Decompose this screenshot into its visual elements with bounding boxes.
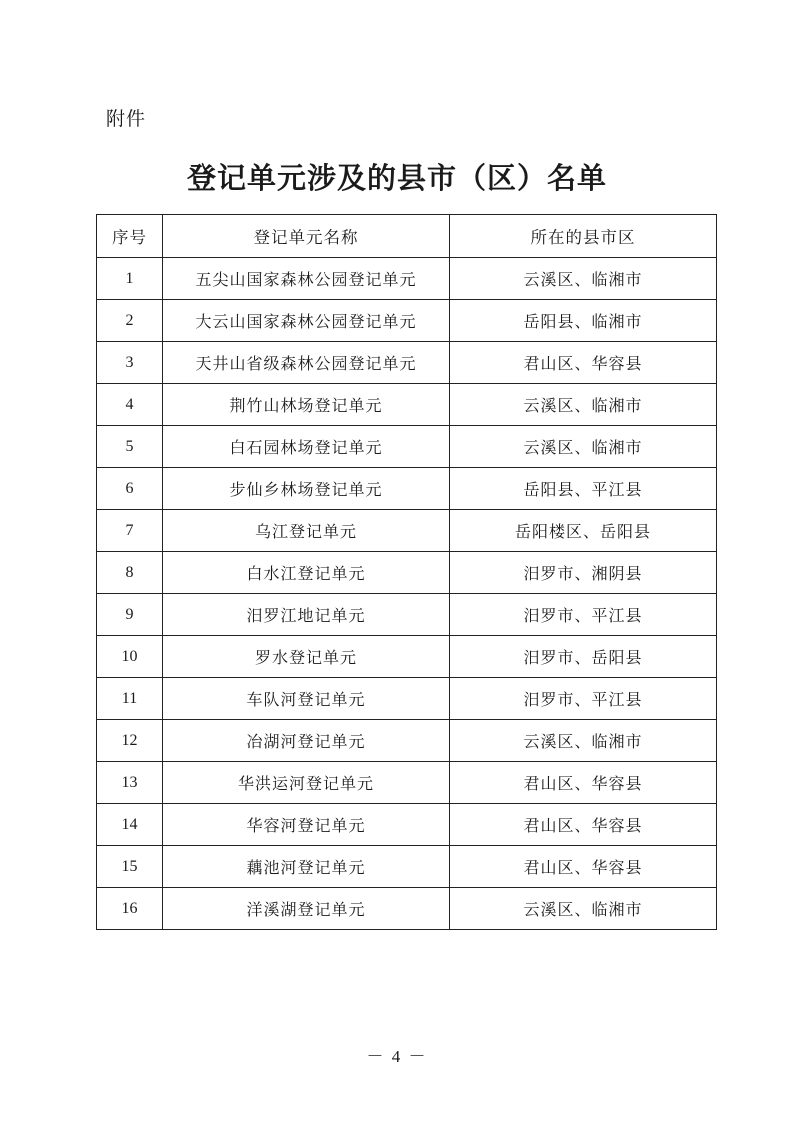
cell-unit-name: 华洪运河登记单元 (163, 762, 450, 804)
table-row (97, 720, 717, 762)
table-row (97, 594, 717, 636)
table-row (97, 258, 717, 300)
cell-serial-number: 9 (97, 594, 163, 636)
cell-unit-name: 白石园林场登记单元 (163, 426, 450, 468)
cell-unit-name: 华容河登记单元 (163, 804, 450, 846)
table-row (97, 636, 717, 678)
cell-unit-name: 白水江登记单元 (163, 552, 450, 594)
cell-county-area: 云溪区、临湘市 (450, 258, 717, 300)
cell-county-area: 汨罗市、岳阳县 (450, 636, 717, 678)
cell-serial-number: 14 (97, 804, 163, 846)
cell-unit-name: 汨罗江地记单元 (163, 594, 450, 636)
page-title: 登记单元涉及的县市（区）名单 (186, 161, 607, 195)
attachment-label: 附件 (106, 108, 147, 130)
table-row (97, 300, 717, 342)
cell-county-area: 汨罗市、平江县 (450, 594, 717, 636)
header-serial-number: 序号 (97, 215, 163, 258)
cell-serial-number: 4 (97, 384, 163, 426)
cell-county-area: 君山区、华容县 (450, 762, 717, 804)
cell-county-area: 汨罗市、平江县 (450, 678, 717, 720)
table-row (97, 384, 717, 426)
table-row (97, 552, 717, 594)
cell-serial-number: 2 (97, 300, 163, 342)
cell-county-area: 岳阳楼区、岳阳县 (450, 510, 717, 552)
cell-county-area: 君山区、华容县 (450, 804, 717, 846)
cell-unit-name: 大云山国家森林公园登记单元 (163, 300, 450, 342)
cell-unit-name: 天井山省级森林公园登记单元 (163, 342, 450, 384)
table-row (97, 468, 717, 510)
page-number: － 4 － (366, 1047, 428, 1066)
cell-unit-name: 罗水登记单元 (163, 636, 450, 678)
cell-serial-number: 8 (97, 552, 163, 594)
cell-unit-name: 洋溪湖登记单元 (163, 888, 450, 930)
table-row (97, 846, 717, 888)
table-row (97, 510, 717, 552)
cell-unit-name: 五尖山国家森林公园登记单元 (163, 258, 450, 300)
table-body (97, 258, 717, 930)
table-row (97, 678, 717, 720)
cell-county-area: 汨罗市、湘阴县 (450, 552, 717, 594)
cell-serial-number: 3 (97, 342, 163, 384)
cell-serial-number: 16 (97, 888, 163, 930)
cell-county-area: 云溪区、临湘市 (450, 384, 717, 426)
cell-unit-name: 冶湖河登记单元 (163, 720, 450, 762)
cell-serial-number: 13 (97, 762, 163, 804)
cell-serial-number: 7 (97, 510, 163, 552)
cell-county-area: 君山区、华容县 (450, 342, 717, 384)
table-row (97, 342, 717, 384)
cell-county-area: 云溪区、临湘市 (450, 720, 717, 762)
cell-county-area: 云溪区、临湘市 (450, 888, 717, 930)
cell-unit-name: 藕池河登记单元 (163, 846, 450, 888)
cell-serial-number: 11 (97, 678, 163, 720)
table-row (97, 804, 717, 846)
cell-unit-name: 步仙乡林场登记单元 (163, 468, 450, 510)
header-county-area: 所在的县市区 (450, 215, 717, 258)
table-row (97, 888, 717, 930)
header-unit-name: 登记单元名称 (163, 215, 450, 258)
cell-serial-number: 15 (97, 846, 163, 888)
cell-unit-name: 车队河登记单元 (163, 678, 450, 720)
cell-county-area: 岳阳县、临湘市 (450, 300, 717, 342)
cell-county-area: 岳阳县、平江县 (450, 468, 717, 510)
table-row (97, 426, 717, 468)
cell-county-area: 君山区、华容县 (450, 846, 717, 888)
cell-unit-name: 荆竹山林场登记单元 (163, 384, 450, 426)
cell-serial-number: 5 (97, 426, 163, 468)
cell-serial-number: 12 (97, 720, 163, 762)
registration-unit-table (96, 214, 717, 930)
cell-unit-name: 乌江登记单元 (163, 510, 450, 552)
cell-county-area: 云溪区、临湘市 (450, 426, 717, 468)
cell-serial-number: 6 (97, 468, 163, 510)
cell-serial-number: 10 (97, 636, 163, 678)
table-row (97, 762, 717, 804)
table-header-row (97, 215, 717, 258)
cell-serial-number: 1 (97, 258, 163, 300)
